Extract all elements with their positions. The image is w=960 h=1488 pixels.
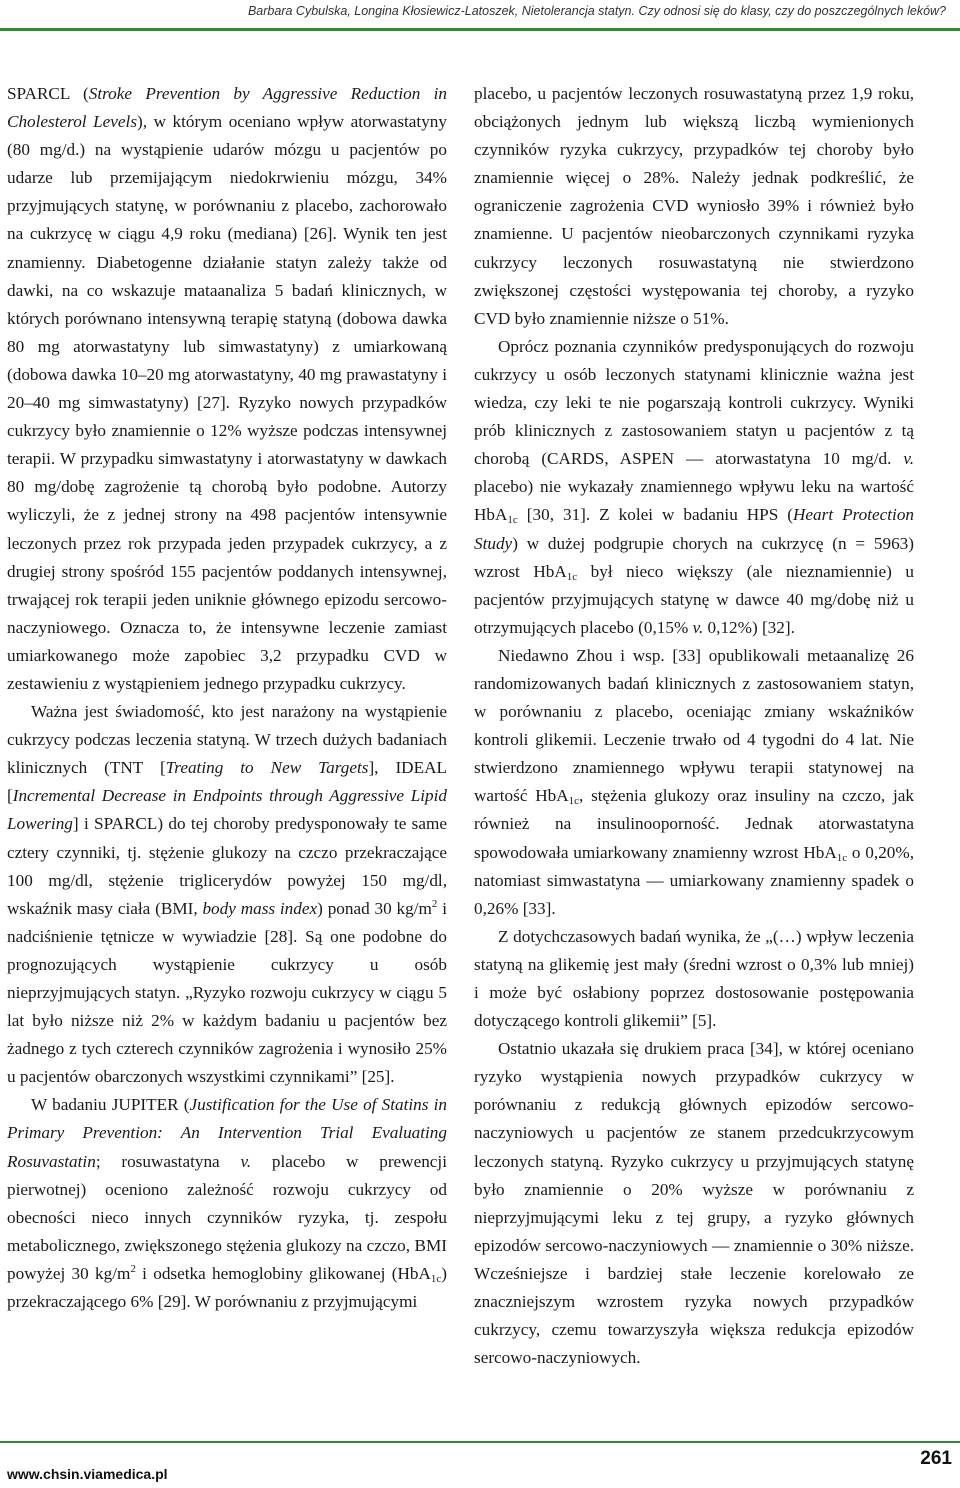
paragraph <box>474 80 914 333</box>
paragraph <box>474 923 914 1035</box>
text: Ostatnio ukazała się drukiem praca [34], w której oceniano ryzyko wystąpienia nowych przypadków cukrzycy w porównaniu z redukcją głównych epizodów sercowo-naczyniowych u pacjentów ze stanem przedcukrzycowym leczonych statyną. Ryzyko cukrzycy u przyjmujących statynę było znamiennie o 20% wyższe w porównaniu z nieprzyjmującymi leku z tej grupy, a ryzyko głównych epizodów sercowo-naczyniowych — znamiennie o 30% niższe. Wcześniejsze i bardziej stałe leczenie korelowało ze znaczniejszym wzrostem ryzyka nowych przypadków cukrzycy, czemu towarzyszyła większa redukcja epizodów sercowo-naczyniowych. <box>474 1039 914 1368</box>
text: i odsetka hemoglobiny glikowanej (HbA <box>135 1263 431 1283</box>
text: Z dotychczasowych badań wynika, że „(…) wpływ leczenia statyną na glikemię jest mały (średni wzrost o 0,3% lub mniej) i może być osłabiony poprzez dostosowanie postępowania dotyczącego kontroli glikemii” [5]. <box>474 926 914 1031</box>
paragraph <box>474 642 914 923</box>
left-column <box>7 80 447 1316</box>
page-number: 261 <box>920 1448 952 1469</box>
subscript: 1c <box>836 851 848 864</box>
term: v. <box>692 617 704 637</box>
right-column <box>474 80 914 1372</box>
paragraph <box>7 80 447 698</box>
text: ] i SPARCL) do tej choroby predysponowały te same cztery czynniki, tj. stężenie glukozy na czczo przekraczające 100 mg/dl, stężenie triglicerydów powyżej 150 mg/dl, wskaźnik masy ciała (BMI, <box>7 814 447 918</box>
text: był nieco większy (ale nieznamiennie) u pacjentów przyjmujących statynę w dawce 40 mg/dobę niż u otrzymujących placebo (0,15% <box>474 561 914 637</box>
paragraph <box>474 333 914 642</box>
text: 0,12%) [32]. <box>703 617 795 637</box>
trial-name: Stroke Prevention by Aggressive Reduction in Cholesterol Levels <box>7 84 447 132</box>
superscript: 2 <box>431 897 438 910</box>
paragraph <box>7 1091 447 1316</box>
text: ], IDEAL [ <box>7 758 447 806</box>
text: W badaniu JUPITER ( <box>31 1095 190 1115</box>
text: ) w dużej podgrupie chorych na cukrzycę (n = 5963) wzrost HbA <box>474 533 914 581</box>
trial-name: Justification for the Use of Statins in Primary Prevention: An Intervention Trial Evaluating Rosuvastatin <box>7 1095 447 1171</box>
header-rule <box>0 28 960 31</box>
text: placebo) nie wykazały znamiennego wpływu leku na wartość HbA <box>474 477 914 525</box>
text: SPARCL ( <box>7 84 89 103</box>
text: i nadciśnienie tętnicze w wywiadzie [28]. Są one podobne do prognozujących wystąpienie cukrzycy u osób nieprzyjmujących statyn. „Ryzyko rozwoju cukrzycy w ciągu 5 lat było niższe niż 2% w każdym badaniu u pacjentów bez żadnego z tych czterech czynników zagrożenia i wynosiło 25% u pacjentów obarczonych wszystkimi czynnikami” [25]. <box>7 898 447 1087</box>
trial-name: Heart Protection Study <box>474 505 915 553</box>
text: Oprócz poznania czynników predysponujących do rozwoju cukrzycy u osób leczonych statynami klinicznie ważna jest wiedza, czy leki te nie pogarszają kontroli cukrzycy. Wyniki prób klinicznych z zastosowaniem statyn u pacjentów z tą chorobą (CARDS, ASPEN — atorwastatyna 10 mg/d. <box>474 336 914 469</box>
text: ; rosuwastatyna <box>95 1151 241 1171</box>
trial-name: Treating to New Targets <box>165 758 369 778</box>
term: body mass index <box>202 898 318 918</box>
text: placebo w prewencji pierwotnej) oceniono zależność rozwoju cukrzycy od obecności nieco innych czynników ryzyka, tj. zespołu metabolicznego, zwiększonego stężenia glukozy na czczo, BMI powyżej 30 kg/m <box>7 1151 447 1283</box>
text: Ważna jest świadomość, kto jest narażony na wystąpienie cukrzycy podczas leczenia statyną. W trzech dużych badaniach klinicznych (TNT [ <box>7 702 447 778</box>
subscript: 1c <box>430 1272 442 1285</box>
subscript: 1c <box>507 514 518 527</box>
journal-url-link[interactable]: www.chsin.viamedica.pl <box>7 1466 168 1482</box>
superscript: 2 <box>130 1262 136 1275</box>
text: ) przekraczającego 6% [29]. W porównaniu z przyjmującymi <box>7 1263 447 1312</box>
subscript: 1c <box>566 570 578 583</box>
text: , stężenia glukozy oraz insuliny na czczo, jak również na insulinooporność. Jednak atorwastatyna spowodowała umiarkowany znamienny wzrost HbA <box>474 786 914 862</box>
footer-rule <box>0 1441 960 1443</box>
text: ) ponad 30 kg/m <box>317 898 432 918</box>
paragraph <box>474 1035 914 1372</box>
term: v. <box>240 1151 252 1171</box>
text: placebo, u pacjentów leczonych rosuwastatyną przez 1,9 roku, obciążonych jednym lub większą liczbą wymienionych czynników ryzyka cukrzycy, przypadków tej choroby było znamiennie więcej o 28%. Należy jednak podkreślić, że ograniczenie zagrożenia CVD wyniosło 39% i również było znamienne. U pacjentów nieobarczonych czynnikami ryzyka cukrzycy leczonych rosuwastatyną nie stwierdzono zwiększonej częstości występowania tej choroby, a ryzyko CVD było znamiennie niższe o 51%. <box>474 84 914 328</box>
text: [30, 31]. Z kolei w badaniu HPS ( <box>517 505 794 525</box>
text: ), w którym oceniano wpływ atorwastatyny (80 mg/d.) na wystąpienie udarów mózgu u pacjentów po udarze lub przemijającym niedokrwieniu mózgu, 34% przyjmujących statynę, w porównaniu z placebo, zachorowało na cukrzycę w ciągu 4,9 roku (mediana) [26]. Wynik ten jest znamienny. Diabetogenne działanie statyn zależy także od dawki, na co wskazuje mataanaliza 5 badań klinicznych, w których porównano intensywną terapię statyną (dobowa dawka 80 mg atorwastatyny lub simwastatyny) z umiarkowaną (dobowa dawka 10–20 mg atorwastatyny, 40 mg prawastatyny i 20–40 mg simwastatyny) [27]. Ryzyko nowych przypadków cukrzycy było znamiennie o 12% wyższe podczas intensywnej terapii. W przypadku simwastatyny i atorwastatyny w dawkach 80 mg/dobę zagrożenie tą chorobą było podobne. Autorzy wyliczyli, że z jednej strony na 498 pacjentów intensywnie leczonych przez rok przypada jeden przypadek cukrzycy, a z drugiej strony spośród 155 pacjentów poddanych intensywnej, trwającej rok terapii jeden uniknie głównego epizodu sercowo-naczyniowego. Oznacza to, że intensywne leczenie zamiast umiarkowanego może zapobiec 3,2 przypadku CVD w zestawieniu z wystąpieniem jednego przypadku cukrzycy. <box>7 112 447 693</box>
text: Niedawno Zhou i wsp. [33] opublikowali metaanalizę 26 randomizowanych badań klinicznych z zastosowaniem statyn, w porównaniu z placebo, oceniając zmiany wskaźników kontroli glikemii. Leczenie trwało od 4 tygodni do 4 lat. Nie stwierdzono znamiennego wpływu terapii statynowej na wartość HbA <box>474 645 914 806</box>
subscript: 1c <box>568 795 580 808</box>
paragraph <box>7 698 447 1091</box>
running-head: Barbara Cybulska, Longina Kłosiewicz-Latoszek, Nietolerancja statyn. Czy odnosi się do klasy, czy do poszczególnych leków? <box>247 4 946 18</box>
text: o 0,20%, natomiast simwastatyna — umiarkowany znamienny spadek o 0,26% [33]. <box>474 842 914 918</box>
term: v. <box>903 449 914 469</box>
trial-name: Incremental Decrease in Endpoints through Aggressive Lipid Lowering <box>7 786 447 834</box>
